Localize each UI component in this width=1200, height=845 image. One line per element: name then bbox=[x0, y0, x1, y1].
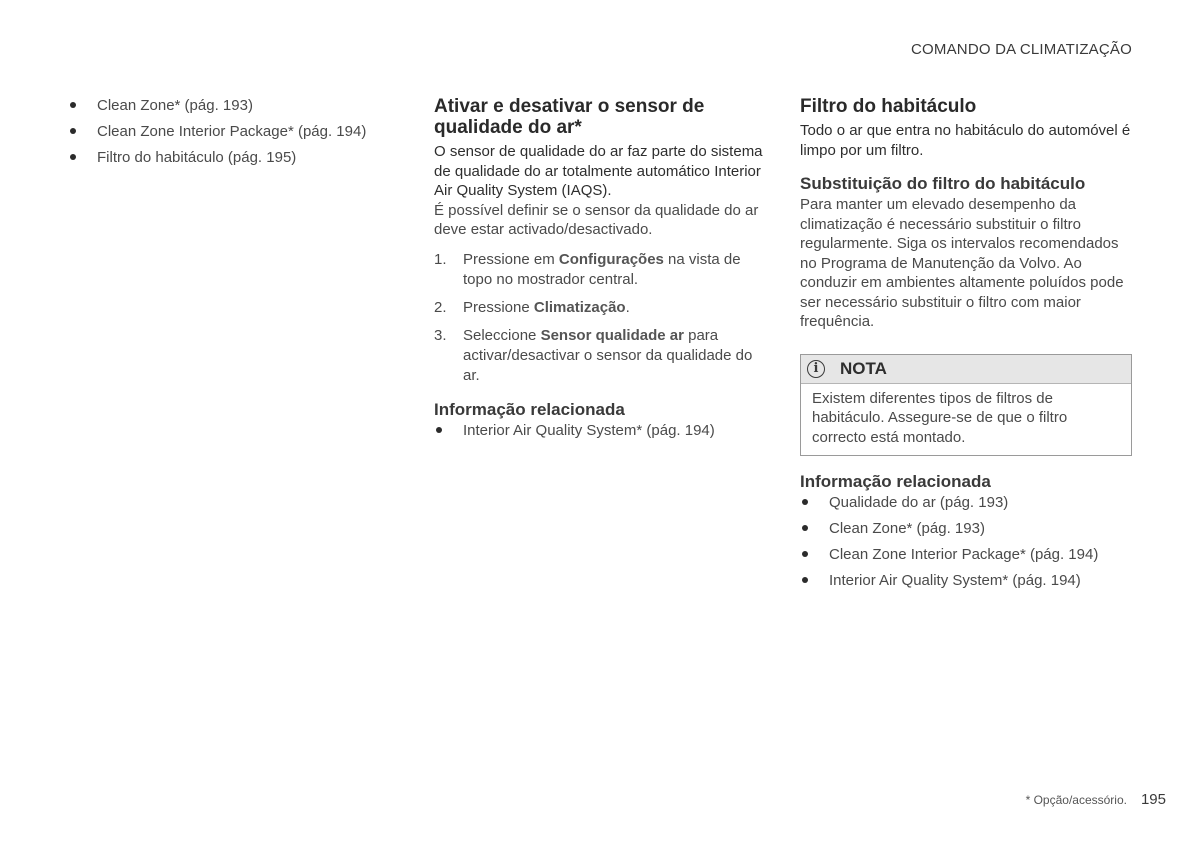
list-item[interactable] bbox=[68, 122, 388, 141]
link-text[interactable]: Interior Air Quality System* (pág. 194) bbox=[463, 421, 715, 439]
bullet-icon bbox=[436, 427, 442, 433]
intro-paragraph: O sensor de qualidade do ar faz parte do sistema de qualidade do ar totalmente automático Interior Air Quality System (IAQS). bbox=[434, 143, 763, 199]
step-text: Pressione em bbox=[463, 250, 559, 268]
step-number: 2. bbox=[434, 298, 447, 316]
bullet-icon bbox=[802, 577, 808, 583]
page-number: 195 bbox=[1140, 791, 1166, 808]
link-text[interactable]: Clean Zone* (pág. 193) bbox=[829, 520, 985, 537]
list-item[interactable] bbox=[800, 519, 1132, 538]
bullet-icon bbox=[802, 499, 808, 505]
bullet-icon bbox=[70, 154, 76, 160]
step-item bbox=[434, 250, 764, 290]
column-middle bbox=[434, 96, 764, 447]
note-header bbox=[801, 355, 1131, 384]
body-paragraph: Para manter um elevado desempenho da climatização é necessário substituir o filtro regularmente. Siga os intervalos recomendados no Programa de Manutenção da Volvo. Ao conduzir em ambientes altamente poluídos pode ser necessário substituir o filtro com maior frequência. bbox=[800, 196, 1124, 330]
bullet-icon bbox=[802, 525, 808, 531]
menu-item-name: Configurações bbox=[558, 250, 664, 268]
menu-item-name: Sensor qualidade ar bbox=[540, 326, 684, 344]
bullet-icon bbox=[70, 128, 76, 134]
related-info-title: Informação relacionada bbox=[434, 399, 625, 419]
step-number: 3. bbox=[434, 326, 447, 344]
related-info-title: Informação relacionada bbox=[800, 472, 991, 491]
list-item[interactable] bbox=[800, 571, 1132, 590]
subsection-title: Substituição do filtro do habitáculo bbox=[800, 174, 1086, 193]
link-text[interactable]: Clean Zone* (pág. 193) bbox=[97, 97, 253, 114]
bullet-icon bbox=[802, 551, 808, 557]
related-links-list bbox=[68, 96, 388, 167]
related-links-list bbox=[434, 421, 764, 440]
list-item[interactable] bbox=[800, 493, 1132, 512]
body-paragraph: É possível definir se o sensor da qualidade do ar deve estar activado/desactivado. bbox=[434, 201, 759, 238]
step-number: 1. bbox=[434, 250, 447, 268]
link-text[interactable]: Clean Zone Interior Package* (pág. 194) bbox=[829, 546, 1099, 563]
section-title: Filtro do habitáculo bbox=[800, 96, 977, 117]
list-item[interactable] bbox=[434, 421, 764, 440]
column-left bbox=[68, 96, 388, 174]
info-circle-icon: i bbox=[807, 360, 825, 378]
footnote: * Opção/acessório. bbox=[1025, 793, 1127, 807]
step-item bbox=[434, 298, 764, 318]
list-item[interactable] bbox=[68, 96, 388, 115]
link-text[interactable]: Qualidade do ar (pág. 193) bbox=[829, 494, 1009, 511]
column-right bbox=[800, 96, 1132, 597]
step-text: Seleccione bbox=[463, 326, 541, 344]
related-links-list bbox=[800, 493, 1132, 590]
link-text[interactable]: Filtro do habitáculo (pág. 195) bbox=[97, 149, 297, 166]
note-text: Existem diferentes tipos de filtros de habitáculo. Assegure-se de que o filtro correcto está montado. bbox=[812, 389, 1068, 446]
list-item[interactable] bbox=[68, 148, 388, 167]
steps-list bbox=[434, 250, 764, 386]
menu-item-name: Climatização bbox=[533, 298, 626, 316]
step-text: . bbox=[625, 298, 630, 316]
link-text[interactable]: Clean Zone Interior Package* (pág. 194) bbox=[97, 123, 367, 140]
step-text: Pressione bbox=[463, 298, 534, 316]
page-footer bbox=[1026, 791, 1166, 808]
note-box bbox=[800, 354, 1132, 457]
link-text[interactable]: Interior Air Quality System* (pág. 194) bbox=[829, 572, 1081, 589]
section-title: Ativar e desativar o sensor de qualidade do ar* bbox=[434, 96, 705, 138]
note-title: NOTA bbox=[840, 358, 887, 378]
running-header: COMANDO DA CLIMATIZAÇÃO bbox=[910, 41, 1132, 58]
step-item bbox=[434, 326, 764, 386]
step-text: para activar/desactivar o sensor da qualidade do ar. bbox=[463, 326, 753, 384]
list-item[interactable] bbox=[800, 545, 1132, 564]
intro-paragraph: Todo o ar que entra no habitáculo do automóvel é limpo por um filtro. bbox=[800, 122, 1131, 159]
bullet-icon bbox=[70, 102, 76, 108]
step-text: na vista de topo no mostrador central. bbox=[463, 250, 741, 288]
